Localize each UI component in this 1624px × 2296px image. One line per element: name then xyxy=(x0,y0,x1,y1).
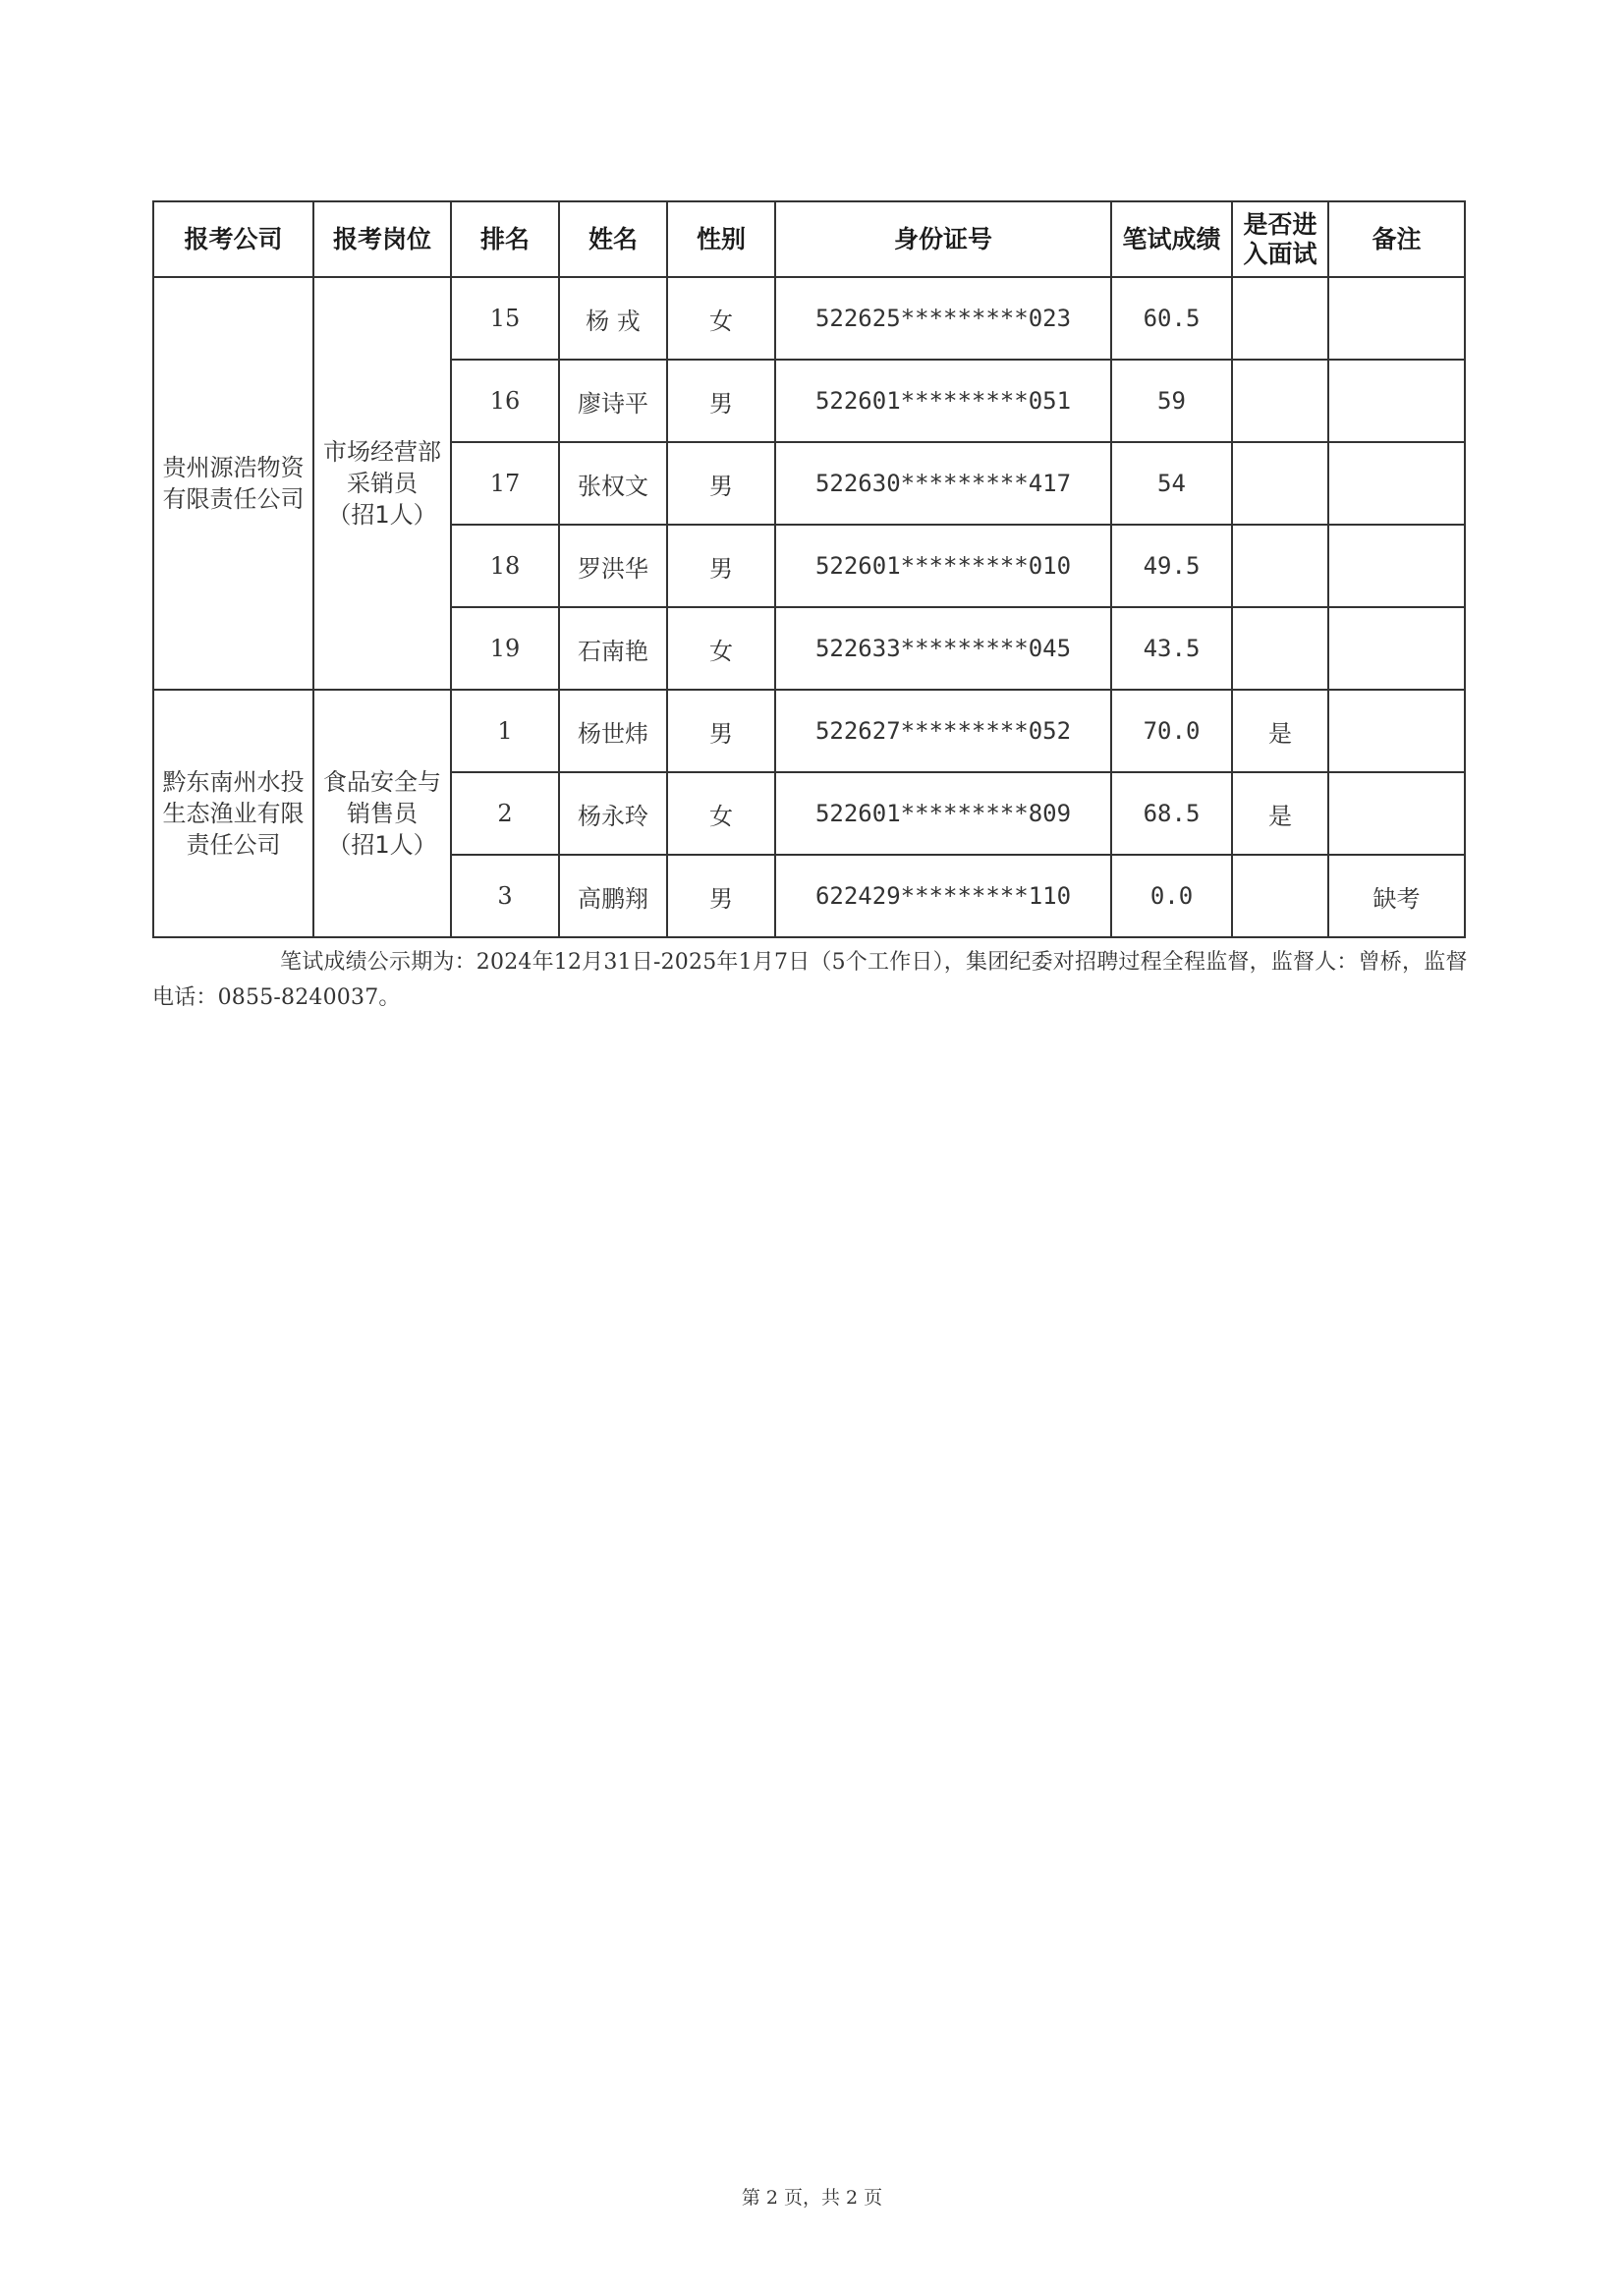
rank-cell: 18 xyxy=(451,525,559,607)
company-line: 有限责任公司 xyxy=(162,485,305,513)
table-row xyxy=(153,277,1465,360)
position-cell xyxy=(313,277,451,690)
position-line: 市场经营部 xyxy=(323,438,441,466)
name-cell: 石南艳 xyxy=(559,607,667,690)
name-cell: 罗洪华 xyxy=(559,525,667,607)
name-cell: 高鹏翔 xyxy=(559,855,667,937)
position-cell xyxy=(313,690,451,937)
table-row xyxy=(153,690,1465,772)
score-cell: 43.5 xyxy=(1111,607,1232,690)
header-gender: 性别 xyxy=(667,201,775,277)
note-cell xyxy=(1328,772,1465,855)
rank-cell: 15 xyxy=(451,277,559,360)
rank-cell: 17 xyxy=(451,442,559,525)
name-cell: 杨 戎 xyxy=(559,277,667,360)
header-position: 报考岗位 xyxy=(313,201,451,277)
header-interview xyxy=(1232,201,1328,277)
header-name: 姓名 xyxy=(559,201,667,277)
interview-cell xyxy=(1232,277,1328,360)
interview-cell xyxy=(1232,442,1328,525)
interview-cell xyxy=(1232,855,1328,937)
id-number-cell: 522633*********045 xyxy=(775,607,1111,690)
score-cell: 0.0 xyxy=(1111,855,1232,937)
company-line: 黔东南州水投 xyxy=(162,768,305,796)
note-cell xyxy=(1328,690,1465,772)
rank-cell: 16 xyxy=(451,360,559,442)
written-exam-score-table xyxy=(152,200,1466,938)
name-cell: 杨世炜 xyxy=(559,690,667,772)
rank-cell: 1 xyxy=(451,690,559,772)
id-number-cell: 522601*********051 xyxy=(775,360,1111,442)
note-cell xyxy=(1328,360,1465,442)
interview-cell xyxy=(1232,607,1328,690)
score-cell: 54 xyxy=(1111,442,1232,525)
note-cell xyxy=(1328,607,1465,690)
note-cell xyxy=(1328,442,1465,525)
score-cell: 59 xyxy=(1111,360,1232,442)
header-company: 报考公司 xyxy=(153,201,313,277)
table-body xyxy=(153,277,1465,937)
header-interview-line1: 是否进 xyxy=(1243,209,1317,239)
table-header-row xyxy=(153,201,1465,277)
gender-cell: 女 xyxy=(667,772,775,855)
header-id-number: 身份证号 xyxy=(775,201,1111,277)
interview-cell: 是 xyxy=(1232,772,1328,855)
position-line: 采销员 xyxy=(347,470,418,497)
id-number-cell: 522601*********809 xyxy=(775,772,1111,855)
score-cell: 68.5 xyxy=(1111,772,1232,855)
id-number-cell: 522625*********023 xyxy=(775,277,1111,360)
company-cell xyxy=(153,277,313,690)
rank-cell: 19 xyxy=(451,607,559,690)
position-line: （招1人） xyxy=(327,831,437,859)
gender-cell: 男 xyxy=(667,442,775,525)
header-score: 笔试成绩 xyxy=(1111,201,1232,277)
header-rank: 排名 xyxy=(451,201,559,277)
position-line: （招1人） xyxy=(327,501,437,529)
company-line: 生态渔业有限 xyxy=(162,800,305,827)
gender-cell: 男 xyxy=(667,855,775,937)
id-number-cell: 622429*********110 xyxy=(775,855,1111,937)
score-cell: 60.5 xyxy=(1111,277,1232,360)
gender-cell: 女 xyxy=(667,277,775,360)
id-number-cell: 522601*********010 xyxy=(775,525,1111,607)
rank-cell: 2 xyxy=(451,772,559,855)
name-cell: 杨永玲 xyxy=(559,772,667,855)
page-number: 第 2 页，共 2 页 xyxy=(741,2187,883,2209)
note-cell: 缺考 xyxy=(1328,855,1465,937)
company-line: 贵州源浩物资 xyxy=(162,454,305,481)
name-cell: 张权文 xyxy=(559,442,667,525)
position-line: 食品安全与 xyxy=(323,768,441,796)
company-cell xyxy=(153,690,313,937)
score-cell: 70.0 xyxy=(1111,690,1232,772)
interview-cell xyxy=(1232,525,1328,607)
interview-cell: 是 xyxy=(1232,690,1328,772)
gender-cell: 男 xyxy=(667,360,775,442)
rank-cell: 3 xyxy=(451,855,559,937)
company-line: 责任公司 xyxy=(186,831,281,859)
score-cell: 49.5 xyxy=(1111,525,1232,607)
position-line: 销售员 xyxy=(347,800,418,827)
id-number-cell: 522627*********052 xyxy=(775,690,1111,772)
gender-cell: 男 xyxy=(667,525,775,607)
note-cell xyxy=(1328,277,1465,360)
note-cell xyxy=(1328,525,1465,607)
publicity-footnote: 笔试成绩公示期为：2024年12月31日-2025年1月7日（5个工作日），集团纪委对招聘过程全程监督，监督人：曾桥，监督电话：0855-8240037。 xyxy=(152,950,1468,1010)
header-interview-line2: 入面试 xyxy=(1243,239,1317,268)
gender-cell: 男 xyxy=(667,690,775,772)
header-note: 备注 xyxy=(1328,201,1465,277)
id-number-cell: 522630*********417 xyxy=(775,442,1111,525)
interview-cell xyxy=(1232,360,1328,442)
name-cell: 廖诗平 xyxy=(559,360,667,442)
gender-cell: 女 xyxy=(667,607,775,690)
